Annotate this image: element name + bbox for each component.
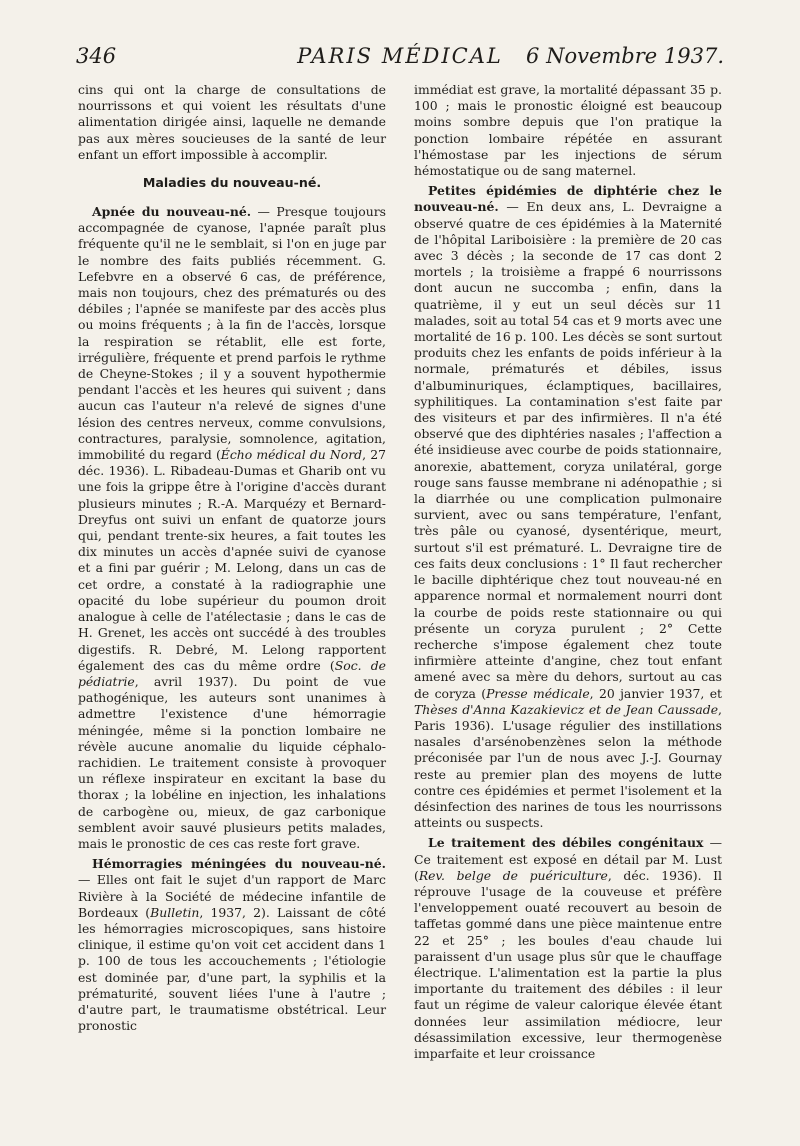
page-header — [76, 44, 724, 74]
hemorragies-heading: Hémorragies méningées du nouveau-né. — [92, 856, 386, 872]
right-column — [414, 82, 722, 1062]
journal-title: PARIS MÉDICAL — [297, 44, 503, 68]
intro-paragraph: cins qui ont la charge de consultations de nourrissons et qui voient les résultats d'une alimentation dirigée ainsi, laquelle ne demande pas aux mères soucieuses de la santé de leur enfant un effort impossible à accomplir. — [78, 82, 386, 162]
diphterie-heading: Petites épidémies de diphtérie chez le nouveau-né. — [414, 183, 722, 215]
hemorragies-text-2: , 1937, 2). Laissant de côté les hémorragies microscopiques, sans histoire clinique, il estime qu'on voit cet accident dans 1 p. 100 de tous les accouchements ; l'étiologie est dominée par, d'une part, la syphilis et la prématurité, souvent liées l'une à l'autre ; d'autre part, le traumatisme obstétrical. Leur pronostic — [78, 904, 386, 1034]
debiles-citation: Rev. belge de puériculture — [418, 867, 608, 883]
apnee-text-3: , avril 1937). Du point de vue pathogénique, les auteurs sont unanimes à admettre l'existence d'une hémorragie méningée, même si la ponction lombaire ne révèle aucune anomalie du liquide céphalo-rachidien. Le traitement consiste à provoquer un réflexe inspirateur en excitant la base du thorax ; la lobéline en injection, les inhalations de carbogène ou, mieux, de gaz carbonique semblent avoir sauvé plusieurs petits malades, mais le pronostic de ces cas reste fort grave. — [78, 673, 386, 851]
diphterie-citation-2: Thèses d'Anna Kazakievicz et de Jean Caussade — [414, 701, 719, 717]
hemorragies-citation: Bulletin — [150, 904, 200, 920]
apnee-paragraph — [78, 204, 386, 852]
apnee-heading: Apnée du nouveau-né. — [92, 204, 252, 220]
debiles-paragraph — [414, 835, 722, 1062]
diphterie-text-2: , 20 janvier 1937, et — [589, 685, 723, 701]
apnee-citation-2: Soc. de pédiatrie — [78, 657, 387, 689]
diphterie-text-3: , Paris 1936). L'usage régulier des instillations nasales d'arsénobenzènes selon la méthode préconisée par l'un de nous avec J.-J. Gournay reste au premier plan des moyens de lutte contre ces épidémies et permet l'isolement et la désinfection des narines de tous les nourrissons atteints ou suspects. — [414, 701, 722, 831]
apnee-citation-1: Écho médical du Nord — [220, 447, 363, 463]
section-heading: Maladies du nouveau-né. — [142, 175, 322, 191]
debiles-heading: Le traitement des débiles congénitaux — [428, 835, 704, 851]
apnee-text-2: , 27 déc. 1936). L. Ribadeau-Dumas et Gharib ont vu une fois la grippe être à l'origine d'accès durant plusieurs minutes ; R.-A. Marquézy et Bernard-Dreyfus ont suivi un enfant de quatorze jours qui, pendant trente-six heures, a fait toutes les dix minutes un accès d'apnée suivi de cyanose et a fini par guérir ; M. Lelong, dans un cas de cet ordre, a constaté à la radiographie une opacité du lobe supérieur du poumon droit analogue à celle de l'atélectasie ; dans le cas de H. Grenet, les accès ont succédé à des troubles digestifs. R. Debré, M. Lelong rapportent également des cas du même ordre ( — [78, 447, 386, 673]
debiles-text-2: , déc. 1936). Il réprouve l'usage de la couveuse et préfère l'enveloppement ouaté recouvert au besoin de taffetas gommé dans une pièce maintenue entre 22 et 25° ; les boules d'eau chaude lui paraissent d'un usage plus sûr que le chauffage électrique. L'alimentation est la partie la plus importante du traitement des débiles : il leur faut un régime de valeur calorique élevée étant données leur assimilation médiocre, leur désassimilation excessive, leur thermogenèse imparfaite et leur croissance — [414, 867, 722, 1061]
issue-date: 6 Novembre 1937. — [526, 44, 724, 68]
debiles-text-1: — Ce traitement est exposé en détail par M. Lust ( — [414, 835, 722, 883]
page-number: 346 — [76, 44, 117, 68]
diphterie-citation-1: Presse médicale — [486, 685, 590, 701]
hemorragies-text-1: — Elles ont fait le sujet d'un rapport de Marc Rivière à la Société de médecine infantile de Bordeaux ( — [78, 872, 386, 920]
apnee-text-1: — Presque toujours accompagnée de cyanose, l'apnée paraît plus fréquente qu'il ne le semblait, si l'on en juge par le nombre des faits publiés récemment. G. Lefebvre en a observé 6 cas, de préférence, mais non toujours, chez des prématurés ou des débiles ; l'apnée se manifeste par des accès plus ou moins fréquents ; à la fin de l'accès, lorsque la respiration se rétablit, elle est forte, irrégulière, fréquente et prend parfois le rythme de Cheyne-Stokes ; il y a souvent hypothermie pendant l'accès et les heures qui suivent ; dans aucun cas l'auteur n'a relevé de signes d'une lésion des centres nerveux, comme convulsions, contractures, paralysie, somnolence, agitation, immobilité du regard ( — [78, 204, 386, 463]
diphterie-text-1: — En deux ans, L. Devraigne a observé quatre de ces épidémies à la Maternité de l'hôpital Lariboisière : la première de 20 cas avec 3 décès ; la seconde de 17 cas dont 2 mortels ; la troisième a frappé 6 nourrissons dont aucun ne succomba ; enfin, dans la quatrième, il y eut un seul décès sur 11 malades, soit au total 54 cas et 9 morts avec une mortalité de 16 p. 100. Les décès se sont surtout produits chez les enfants de poids inférieur à la normale, prématurés et débiles, issus d'albuminuriques, éclamptiques, bacillaires, syphilitiques. La contamination s'est faite par des visiteurs et par des infirmières. Il n'a été observé que des diphtéries nasales ; l'affection a été insidieuse avec courbe de poids stationnaire, anorexie, abattement, coryza unilatéral, gorge rouge sans fausse membrane ni adénopathie ; si la diarrhée ou une complication pulmonaire survient, avec ou sans température, l'enfant, très pâle ou cyanosé, dysentérique, meurt, surtout s'il est prématuré. L. Devraigne tire de ces faits deux conclusions : 1° Il faut rechercher le bacille diphtérique chez tout nouveau-né en apparence normal et normalement nourri dont la courbe de poids reste stationnaire ou qui présente un coryza purulent ; 2° Cette recherche s'impose également chez toute infirmière atteinte d'angine, chez tout enfant amené avec sa mère du dehors, surtout au cas de coryza ( — [414, 199, 722, 701]
left-column — [78, 82, 386, 1034]
hemorragies-paragraph — [78, 856, 386, 1034]
diphterie-paragraph — [414, 183, 722, 831]
continuation-paragraph: immédiat est grave, la mortalité dépassant 35 p. 100 ; mais le pronostic éloigné est beaucoup moins sombre depuis que l'on pratique la ponction lombaire répétée en assurant l'hémostase par les injections de sérum hémostatique ou de sang maternel. — [414, 82, 722, 179]
